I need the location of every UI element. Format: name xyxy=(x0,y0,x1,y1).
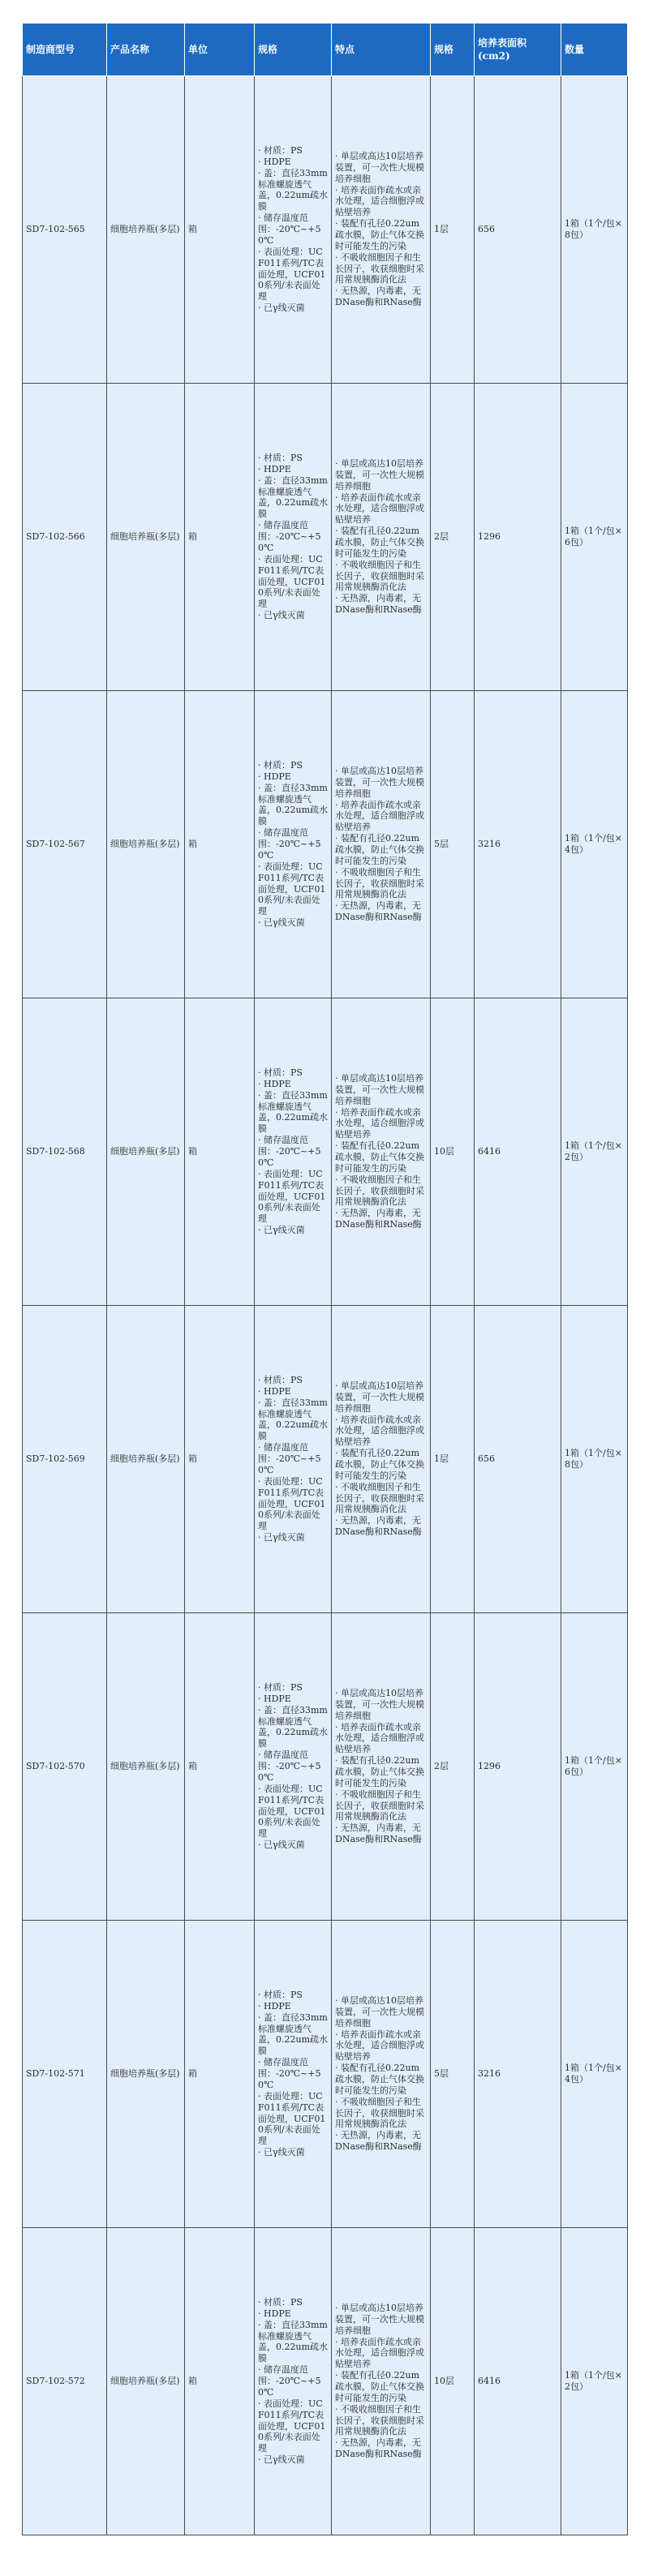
feature-line: · 不吸收细胞因子和生长因子，收获细胞时采用常规胰酶消化法 xyxy=(335,2096,424,2130)
specification-cell xyxy=(255,76,332,384)
spec-line: · HDPE xyxy=(258,463,291,474)
feature-line: · 单层或高达10层培养装置，可一次性大规模培养细胞 xyxy=(335,1380,424,1414)
spec-line: · 材质：PS xyxy=(258,145,303,157)
spec-line: · 材质：PS xyxy=(258,1682,303,1694)
spec-line: · 储存温度范围：-20℃~+50℃ xyxy=(258,1442,321,1475)
header-specification: 规格 xyxy=(255,24,332,76)
spec-line: · 储存温度范围：-20℃~+50℃ xyxy=(258,213,321,246)
culture-area-cell: 1296 xyxy=(475,1613,561,1921)
spec-line: · HDPE xyxy=(258,156,291,167)
spec-line: · 材质：PS xyxy=(258,1990,303,2001)
unit-cell: 箱 xyxy=(185,1613,255,1921)
header-features: 特点 xyxy=(332,24,431,76)
model-number-cell: SD7-102-566 xyxy=(23,384,107,691)
specification-cell xyxy=(255,384,332,691)
quantity-cell: 1箱（1个/包×4包） xyxy=(561,691,628,998)
feature-line: · 培养表面作疏水或亲水处理，适合细胞浮或贴壁培养 xyxy=(335,492,424,526)
spec-line: · 盖：直径33mm标准螺旋透气盖，0.22um疏水膜 xyxy=(258,782,329,827)
product-spec-table xyxy=(22,23,628,2535)
layers-cell: 2层 xyxy=(431,1613,475,1921)
quantity-cell: 1箱（1个/包×8包） xyxy=(561,1306,628,1613)
specification-cell xyxy=(255,2228,332,2535)
header-culture-area: 培养表面积 (cm2) xyxy=(475,24,561,76)
table-row xyxy=(23,1613,628,1921)
feature-line: · 单层或高达10层培养装置，可一次性大规模培养细胞 xyxy=(335,150,424,184)
spec-line: · 盖：直径33mm标准螺旋透气盖，0.22um疏水膜 xyxy=(258,1089,329,1135)
product-name-cell: 细胞培养瓶(多层) xyxy=(107,1921,185,2228)
spec-line: · 储存温度范围：-20℃~+50℃ xyxy=(258,1135,321,1168)
feature-line: · 不吸收细胞因子和生长因子，收获细胞时采用常规胰酶消化法 xyxy=(335,251,424,286)
quantity-cell: 1箱（1个/包×2包） xyxy=(561,998,628,1306)
specification-cell xyxy=(255,1306,332,1613)
unit-cell: 箱 xyxy=(185,2228,255,2535)
feature-line: · 不吸收细胞因子和生长因子，收获细胞时采用常规胰酶消化法 xyxy=(335,1788,424,1823)
spec-line: · HDPE xyxy=(258,1385,291,1397)
culture-area-cell: 6416 xyxy=(475,998,561,1306)
feature-line: · 不吸收细胞因子和生长因子，收获细胞时采用常规胰酶消化法 xyxy=(335,2403,424,2437)
spec-line: · 已γ线灭菌 xyxy=(258,303,305,314)
spec-line: · 材质：PS xyxy=(258,1067,303,1079)
spec-line: · 已γ线灭菌 xyxy=(258,1840,305,1851)
header-quantity: 数量 xyxy=(561,24,628,76)
spec-line: · 材质：PS xyxy=(258,2297,303,2308)
culture-area-cell: 656 xyxy=(475,76,561,384)
feature-line: · 培养表面作疏水或亲水处理，适合细胞浮或贴壁培养 xyxy=(335,799,424,833)
product-name-cell: 细胞培养瓶(多层) xyxy=(107,2228,185,2535)
features-cell xyxy=(332,691,431,998)
unit-cell: 箱 xyxy=(185,691,255,998)
quantity-cell: 1箱（1个/包×2包） xyxy=(561,2228,628,2535)
spec-line: · 盖：直径33mm标准螺旋透气盖，0.22um疏水膜 xyxy=(258,167,329,213)
unit-cell: 箱 xyxy=(185,384,255,691)
model-number-cell: SD7-102-572 xyxy=(23,2228,107,2535)
quantity-cell: 1箱（1个/包×6包） xyxy=(561,384,628,691)
features-cell xyxy=(332,1613,431,1921)
table-row xyxy=(23,2228,628,2535)
feature-line: · 培养表面作疏水或亲水处理，适合细胞浮或贴壁培养 xyxy=(335,184,424,218)
feature-line: · 培养表面作疏水或亲水处理，适合细胞浮或贴壁培养 xyxy=(335,1414,424,1448)
feature-line: · 单层或高达10层培养装置，可一次性大规模培养细胞 xyxy=(335,457,424,492)
model-number-cell: SD7-102-568 xyxy=(23,998,107,1306)
feature-line: · 不吸收细胞因子和生长因子，收获细胞时采用常规胰酶消化法 xyxy=(335,1481,424,1515)
culture-area-cell: 1296 xyxy=(475,384,561,691)
specification-cell xyxy=(255,1921,332,2228)
spec-line: · 已γ线灭菌 xyxy=(258,2454,305,2466)
table-header-row xyxy=(23,24,628,76)
spec-line: · 储存温度范围：-20℃~+50℃ xyxy=(258,520,321,553)
feature-line: · 无热源，内毒素，无DNase酶和RNase酶 xyxy=(335,593,422,616)
spec-line: · 储存温度范围：-20℃~+50℃ xyxy=(258,2364,321,2398)
model-number-cell: SD7-102-569 xyxy=(23,1306,107,1613)
spec-line: · HDPE xyxy=(258,2000,291,2011)
feature-line: · 装配有孔径0.22um疏水膜，防止气体交换时可能发生的污染 xyxy=(335,2063,424,2096)
feature-line: · 无热源，内毒素，无DNase酶和RNase酶 xyxy=(335,2437,422,2460)
feature-line: · 单层或高达10层培养装置，可一次性大规模培养细胞 xyxy=(335,1072,424,1106)
spec-line: · 已γ线灭菌 xyxy=(258,917,305,929)
feature-line: · 无热源，内毒素，无DNase酶和RNase酶 xyxy=(335,1515,422,1538)
spec-line: · 表面处理：UCF011系列/TC表面处理，UCF010系列/未表面处理 xyxy=(258,2398,326,2454)
features-cell xyxy=(332,76,431,384)
spec-line: · 材质：PS xyxy=(258,760,303,771)
quantity-cell: 1箱（1个/包×6包） xyxy=(561,1613,628,1921)
feature-line: · 单层或高达10层培养装置，可一次性大规模培养细胞 xyxy=(335,2302,424,2336)
spec-line: · 材质：PS xyxy=(258,1375,303,1386)
culture-area-cell: 6416 xyxy=(475,2228,561,2535)
spec-line: · 盖：直径33mm标准螺旋透气盖，0.22um疏水膜 xyxy=(258,2011,329,2057)
table-row xyxy=(23,1921,628,2228)
spec-line: · 表面处理：UCF011系列/TC表面处理，UCF010系列/未表面处理 xyxy=(258,2090,326,2147)
spec-line: · HDPE xyxy=(258,2308,291,2319)
feature-line: · 装配有孔径0.22um疏水膜，防止气体交换时可能发生的污染 xyxy=(335,218,424,251)
spec-line: · 已γ线灭菌 xyxy=(258,1532,305,1543)
unit-cell: 箱 xyxy=(185,1306,255,1613)
layers-cell: 1层 xyxy=(431,1306,475,1613)
specification-cell xyxy=(255,691,332,998)
spec-line: · 表面处理：UCF011系列/TC表面处理，UCF010系列/未表面处理 xyxy=(258,1168,326,1225)
spec-line: · 材质：PS xyxy=(258,453,303,464)
feature-line: · 无热源，内毒素，无DNase酶和RNase酶 xyxy=(335,286,422,308)
features-cell xyxy=(332,2228,431,2535)
spec-line: · 储存温度范围：-20℃~+50℃ xyxy=(258,2057,321,2090)
feature-line: · 不吸收细胞因子和生长因子，收获细胞时采用常规胰酶消化法 xyxy=(335,1174,424,1208)
feature-line: · 培养表面作疏水或亲水处理，适合细胞浮或贴壁培养 xyxy=(335,2336,424,2370)
layers-cell: 1层 xyxy=(431,76,475,384)
spec-line: · 盖：直径33mm标准螺旋透气盖，0.22um疏水膜 xyxy=(258,474,329,520)
header-model-number: 制造商型号 xyxy=(23,24,107,76)
layers-cell: 10层 xyxy=(431,998,475,1306)
spec-line: · 盖：直径33mm标准螺旋透气盖，0.22um疏水膜 xyxy=(258,1397,329,1442)
culture-area-cell: 3216 xyxy=(475,1921,561,2228)
feature-line: · 无热源，内毒素，无DNase酶和RNase酶 xyxy=(335,900,422,923)
feature-line: · 不吸收细胞因子和生长因子，收获细胞时采用常规胰酶消化法 xyxy=(335,559,424,593)
table-row xyxy=(23,76,628,384)
table-row xyxy=(23,1306,628,1613)
culture-area-cell: 656 xyxy=(475,1306,561,1613)
product-name-cell: 细胞培养瓶(多层) xyxy=(107,384,185,691)
model-number-cell: SD7-102-570 xyxy=(23,1613,107,1921)
features-cell xyxy=(332,1306,431,1613)
feature-line: · 单层或高达10层培养装置，可一次性大规模培养细胞 xyxy=(335,765,424,799)
quantity-cell: 1箱（1个/包×4包） xyxy=(561,1921,628,2228)
spec-line: · 已γ线灭菌 xyxy=(258,1225,305,1236)
feature-line: · 装配有孔径0.22um疏水膜，防止气体交换时可能发生的污染 xyxy=(335,2370,424,2403)
spec-line: · HDPE xyxy=(258,1078,291,1089)
product-name-cell: 细胞培养瓶(多层) xyxy=(107,1613,185,1921)
table-row xyxy=(23,691,628,998)
quantity-cell: 1箱（1个/包×8包） xyxy=(561,76,628,384)
feature-line: · 培养表面作疏水或亲水处理，适合细胞浮或贴壁培养 xyxy=(335,1106,424,1140)
unit-cell: 箱 xyxy=(185,1921,255,2228)
feature-line: · 不吸收细胞因子和生长因子，收获细胞时采用常规胰酶消化法 xyxy=(335,866,424,900)
feature-line: · 单层或高达10层培养装置，可一次性大规模培养细胞 xyxy=(335,1994,424,2029)
header-unit: 单位 xyxy=(185,24,255,76)
feature-line: · 单层或高达10层培养装置，可一次性大规模培养细胞 xyxy=(335,1687,424,1721)
layers-cell: 5层 xyxy=(431,691,475,998)
unit-cell: 箱 xyxy=(185,76,255,384)
spec-line: · 表面处理：UCF011系列/TC表面处理，UCF010系列/未表面处理 xyxy=(258,246,326,303)
feature-line: · 装配有孔径0.22um疏水膜，防止气体交换时可能发生的污染 xyxy=(335,1755,424,1788)
spec-line: · 表面处理：UCF011系列/TC表面处理，UCF010系列/未表面处理 xyxy=(258,1783,326,1840)
header-product-name: 产品名称 xyxy=(107,24,185,76)
model-number-cell: SD7-102-567 xyxy=(23,691,107,998)
feature-line: · 培养表面作疏水或亲水处理，适合细胞浮或贴壁培养 xyxy=(335,1721,424,1755)
table-row xyxy=(23,998,628,1306)
product-name-cell: 细胞培养瓶(多层) xyxy=(107,76,185,384)
product-spec-table-wrapper xyxy=(22,23,627,2535)
feature-line: · 无热源，内毒素，无DNase酶和RNase酶 xyxy=(335,1823,422,1845)
unit-cell: 箱 xyxy=(185,998,255,1306)
spec-line: · 已γ线灭菌 xyxy=(258,2147,305,2158)
model-number-cell: SD7-102-565 xyxy=(23,76,107,384)
feature-line: · 装配有孔径0.22um疏水膜，防止气体交换时可能发生的污染 xyxy=(335,526,424,559)
layers-cell: 5层 xyxy=(431,1921,475,2228)
features-cell xyxy=(332,384,431,691)
product-name-cell: 细胞培养瓶(多层) xyxy=(107,1306,185,1613)
layers-cell: 10层 xyxy=(431,2228,475,2535)
spec-line: · 盖：直径33mm标准螺旋透气盖，0.22um疏水膜 xyxy=(258,2319,329,2364)
header-layers: 规格 xyxy=(431,24,475,76)
spec-line: · HDPE xyxy=(258,771,291,782)
feature-line: · 无热源，内毒素，无DNase酶和RNase酶 xyxy=(335,2130,422,2153)
spec-line: · 表面处理：UCF011系列/TC表面处理，UCF010系列/未表面处理 xyxy=(258,861,326,917)
product-name-cell: 细胞培养瓶(多层) xyxy=(107,998,185,1306)
culture-area-cell: 3216 xyxy=(475,691,561,998)
specification-cell xyxy=(255,998,332,1306)
spec-line: · 盖：直径33mm标准螺旋透气盖，0.22um疏水膜 xyxy=(258,1704,329,1750)
layers-cell: 2层 xyxy=(431,384,475,691)
feature-line: · 培养表面作疏水或亲水处理，适合细胞浮或贴壁培养 xyxy=(335,2029,424,2063)
specification-cell xyxy=(255,1613,332,1921)
spec-line: · 储存温度范围：-20℃~+50℃ xyxy=(258,1750,321,1783)
feature-line: · 无热源，内毒素，无DNase酶和RNase酶 xyxy=(335,1208,422,1230)
table-row xyxy=(23,384,628,691)
features-cell xyxy=(332,1921,431,2228)
feature-line: · 装配有孔径0.22um疏水膜，防止气体交换时可能发生的污染 xyxy=(335,833,424,866)
feature-line: · 装配有孔径0.22um疏水膜，防止气体交换时可能发生的污染 xyxy=(335,1448,424,1481)
feature-line: · 装配有孔径0.22um疏水膜，防止气体交换时可能发生的污染 xyxy=(335,1140,424,1174)
spec-line: · 储存温度范围：-20℃~+50℃ xyxy=(258,827,321,861)
spec-line: · 表面处理：UCF011系列/TC表面处理，UCF010系列/未表面处理 xyxy=(258,553,326,610)
product-name-cell: 细胞培养瓶(多层) xyxy=(107,691,185,998)
table-body xyxy=(23,76,628,2535)
features-cell xyxy=(332,998,431,1306)
spec-line: · 已γ线灭菌 xyxy=(258,610,305,621)
spec-line: · HDPE xyxy=(258,1693,291,1704)
model-number-cell: SD7-102-571 xyxy=(23,1921,107,2228)
spec-line: · 表面处理：UCF011系列/TC表面处理，UCF010系列/未表面处理 xyxy=(258,1475,326,1532)
